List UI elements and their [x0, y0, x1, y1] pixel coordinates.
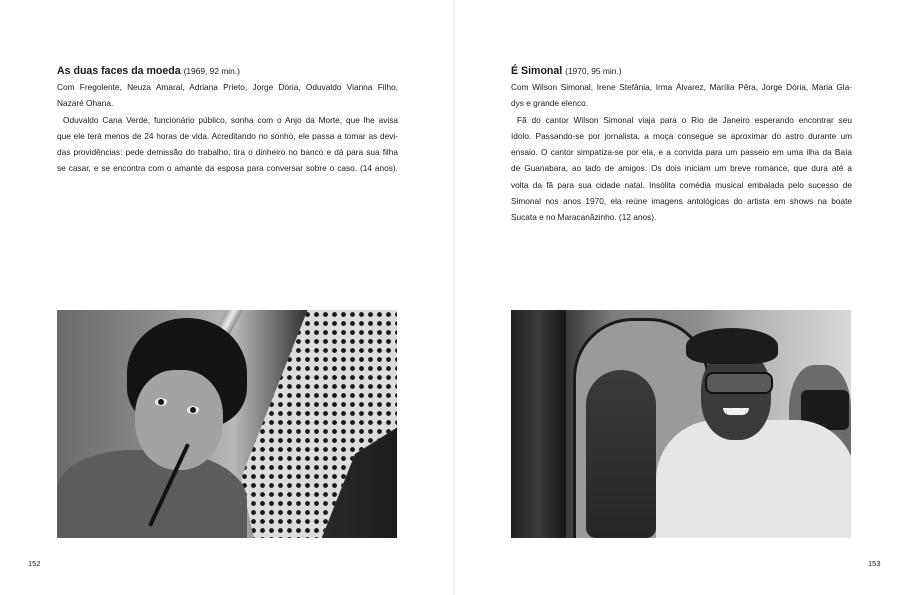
film-title-line — [57, 63, 398, 79]
film-meta: (1970, 95 min.) — [565, 66, 622, 76]
synopsis-line: volta da fã para sua cidade natal. Insólita comédia musical embalada pelo sucesso de — [511, 179, 852, 190]
page-number-left: 152 — [28, 559, 41, 568]
cast-line: Com Fregolente, Neuza Amaral, Adriana Prieto, Jorge Dória, Oduvaldo Vianna Filho, — [57, 82, 398, 92]
cast-line: dys e grande elenco. — [511, 98, 589, 109]
film-title: É Simonal — [511, 65, 563, 77]
page-number-right: 153 — [868, 559, 881, 568]
synopsis-line: que ele terá menos de 24 horas de vida. Acreditando no sonho, ele passa a tomar as devi- — [57, 130, 398, 141]
cast-line: Nazaré Ohana. — [57, 98, 114, 109]
synopsis-line: Fã do cantor Wilson Simonal viaja para o Rio de Janeiro esperando encontrar seu — [517, 114, 852, 125]
synopsis-line: de Guanabara, ao lado de amigos. Os dois iniciam um breve romance, que dura até a — [511, 163, 852, 174]
cast-line: Com Wilson Simonal, Irene Stefânia, Irma Álvarez, Marília Pêra, Jorge Dória, Maria Gla- — [511, 82, 852, 92]
synopsis-line: Simonal nos anos 1970, ela reúne imagens antológicas do artista em shows na boate — [511, 196, 852, 207]
film-meta: (1969, 92 min.) — [183, 66, 240, 76]
synopsis-line: Sucata e no Maracanãzinho. (12 anos). — [511, 212, 657, 223]
film-entry-as-duas-faces — [57, 63, 398, 177]
book-gutter — [453, 0, 455, 595]
film-entry-e-simonal — [511, 63, 852, 226]
film-still-photo-left — [57, 310, 397, 538]
film-title: As duas faces da moeda — [57, 65, 181, 77]
synopsis-line: Oduvaldo Cana Verde, funcionário público, sonha com o Anjo da Morte, que lhe avisa — [63, 114, 398, 125]
synopsis-line: ídolo. Passando-se por jornalista, a moça consegue se aproximar do astro durante um — [511, 130, 852, 141]
film-title-line — [511, 63, 852, 79]
synopsis-line: das providências: pede demissão do trabalho, tira o dinheiro no banco e dá para sua filha — [57, 147, 398, 158]
film-still-photo-right — [511, 310, 851, 538]
synopsis-line: se casar, e se encontra com o amante da esposa para conversar sobre o caso. (14 anos). — [57, 163, 398, 174]
synopsis-line: ensaio. O cantor simpatiza-se por ela, e a convida para um passeio em uma ilha da Baía — [511, 147, 852, 158]
